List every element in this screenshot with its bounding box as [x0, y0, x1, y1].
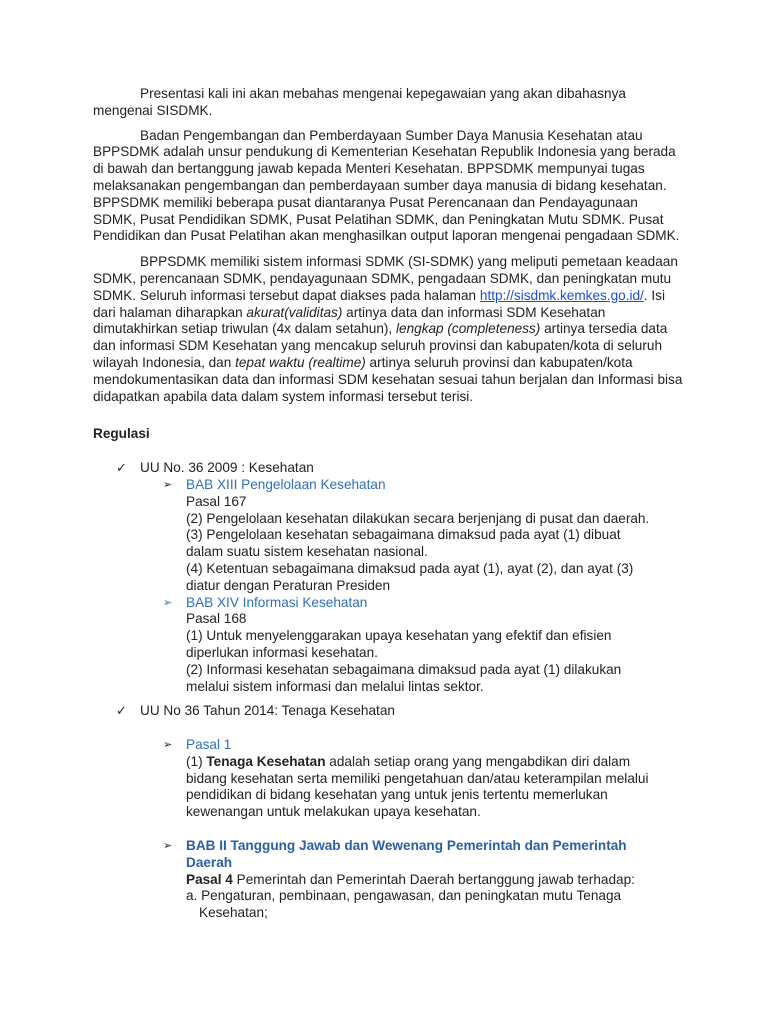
ayat-text: (4) Ketentuan sebagaimana dimaksud pada ayat (1), ayat (2), dan ayat (3) — [186, 560, 634, 576]
arrow-right-icon: ➢ — [163, 739, 173, 752]
bab-title-continued: Daerah — [186, 854, 233, 870]
pasal-label: Pasal 168 — [186, 611, 247, 627]
document-page — [93, 86, 683, 922]
bab-ii-item — [93, 838, 683, 855]
paragraph-text: . Isi dari halaman diharapkan — [93, 287, 665, 320]
checkmark-icon: ✓ — [116, 703, 127, 719]
pasal-label: Pasal 167 — [186, 493, 247, 509]
bab-xiii-item — [93, 477, 683, 494]
paragraph-text: artinya seluruh provinsi dan kabupaten/kota mendokumentasikan data dan informasi SDM kesehatan sesuai tahun berjalan dan Informasi bisa didapatkan apabila data dalam system informasi tersebut terisi. — [93, 354, 683, 404]
ayat-text: Pemerintah dan Pemerintah Daerah bertanggung jawab terhadap: — [232, 871, 635, 887]
ayat-text: melalui sistem informasi dan melalui lintas sektor. — [186, 678, 484, 694]
paragraph-text: BPPSDMK memiliki sistem informasi SDMK (SI-SDMK) yang meliputi pemetaan keadaan SDMK, perencanaan SDMK, pendayagunaan SDMK, pengadaan SDMK, dan peningkatan mutu SDMK. Seluruh informasi tersebut dapat diakses pada halaman — [93, 254, 678, 303]
intro-paragraph-3 — [93, 254, 683, 405]
bab-title: BAB II Tanggung Jawab dan Wewenang Pemerintah dan Pemerintah — [186, 838, 627, 854]
ayat-text: adalah setiap orang yang mengabdikan diri dalam bidang kesehatan serta memiliki pengetahuan dan/atau keterampilan melalui pendidikan di bidang kesehatan yang untuk jenis tertentu memerlukan kewenangan untuk melakukan upaya kesehatan. — [186, 753, 649, 820]
bab-title: BAB XIII Pengelolaan Kesehatan — [186, 476, 386, 492]
pasal-title: Pasal 1 — [186, 737, 232, 753]
italic-term: lengkap (completeness) — [396, 321, 541, 337]
ayat-text: dalam suatu sistem kesehatan nasional. — [186, 544, 428, 560]
regulation-title: UU No. 36 2009 : Kesehatan — [140, 460, 314, 476]
bab-xiv-item — [93, 595, 683, 612]
pasal-1-item — [93, 737, 683, 754]
defined-term: Tenaga Kesehatan — [206, 753, 326, 769]
intro-paragraph-2: Badan Pengembangan dan Pemberdayaan Sumber Daya Manusia Kesehatan atau BPPSDMK adalah unsur pendukung di Kementerian Kesehatan Republik Indonesia yang berada di bawah dan bertanggung jawab kepada Menteri Kesehatan. BPPSDMK mempunyai tugas melaksanakan pengembangan dan pemberdayaan sumber daya manusia di bidang kesehatan. BPPSDMK memiliki beberapa pusat diantaranya Pusat Perencanaan dan Pendayagunaan SDMK, Pusat Pendidikan SDMK, Pusat Pelatihan SDMK, dan Peningkatan Mutu SDMK. Pusat Pendidikan dan Pusat Pelatihan akan menghasilkan output laporan mengenai pengadaan SDMK. — [93, 127, 680, 244]
checkmark-icon: ✓ — [116, 460, 127, 476]
list-item-continued: Kesehatan; — [199, 905, 268, 921]
pasal-1-text — [93, 754, 656, 821]
ayat-text: (3) Pengelolaan kesehatan sebagaimana dimaksud pada ayat (1) dibuat — [186, 527, 621, 543]
arrow-right-icon: ➢ — [163, 596, 173, 609]
ayat-text: (1) Untuk menyelenggarakan upaya kesehatan yang efektif dan efisien — [186, 628, 612, 644]
regulation-item-uu-2014 — [93, 703, 683, 720]
pasal-label: Pasal 4 — [186, 871, 233, 887]
sisdmk-link[interactable]: http://sisdmk.kemkes.go.id/ — [479, 287, 644, 303]
paragraph-text: artinya tersedia data dan informasi SDM Kesehatan yang mencakup seluruh provinsi dan kabupaten/kota di seluruh wilayah Indonesia, dan — [93, 321, 668, 370]
regulasi-heading: Regulasi — [93, 426, 150, 442]
ayat-prefix: (1) — [186, 753, 207, 769]
intro-paragraph-1: Presentasi kali ini akan mebahas mengenai kepegawaian yang akan dibahasnya mengenai SISDMK. — [93, 86, 626, 118]
list-item: a. Pengaturan, pembinaan, pengawasan, dan peningkatan mutu Tenaga — [186, 888, 622, 904]
regulation-title: UU No 36 Tahun 2014: Tenaga Kesehatan — [140, 703, 395, 719]
paragraph-text: artinya data dan informasi SDM Kesehatan dimutakhirkan setiap triwulan (4x dalam setahun), — [93, 304, 606, 337]
ayat-text: diatur dengan Peraturan Presiden — [186, 577, 391, 593]
ayat-text: (2) Informasi kesehatan sebagaimana dimaksud pada ayat (1) dilakukan — [186, 661, 622, 677]
arrow-right-icon: ➢ — [163, 478, 173, 491]
arrow-right-icon: ➢ — [163, 840, 173, 853]
pasal-4-text — [93, 872, 683, 889]
italic-term: akurat(validitas) — [246, 304, 343, 320]
ayat-text: diperlukan informasi kesehatan. — [186, 644, 378, 660]
italic-term: tepat waktu (realtime) — [235, 354, 366, 370]
ayat-text: (2) Pengelolaan kesehatan dilakukan secara berjenjang di pusat dan daerah. — [186, 510, 650, 526]
bab-title: BAB XIV Informasi Kesehatan — [186, 594, 368, 610]
regulation-item-uu-2009 — [93, 460, 683, 477]
